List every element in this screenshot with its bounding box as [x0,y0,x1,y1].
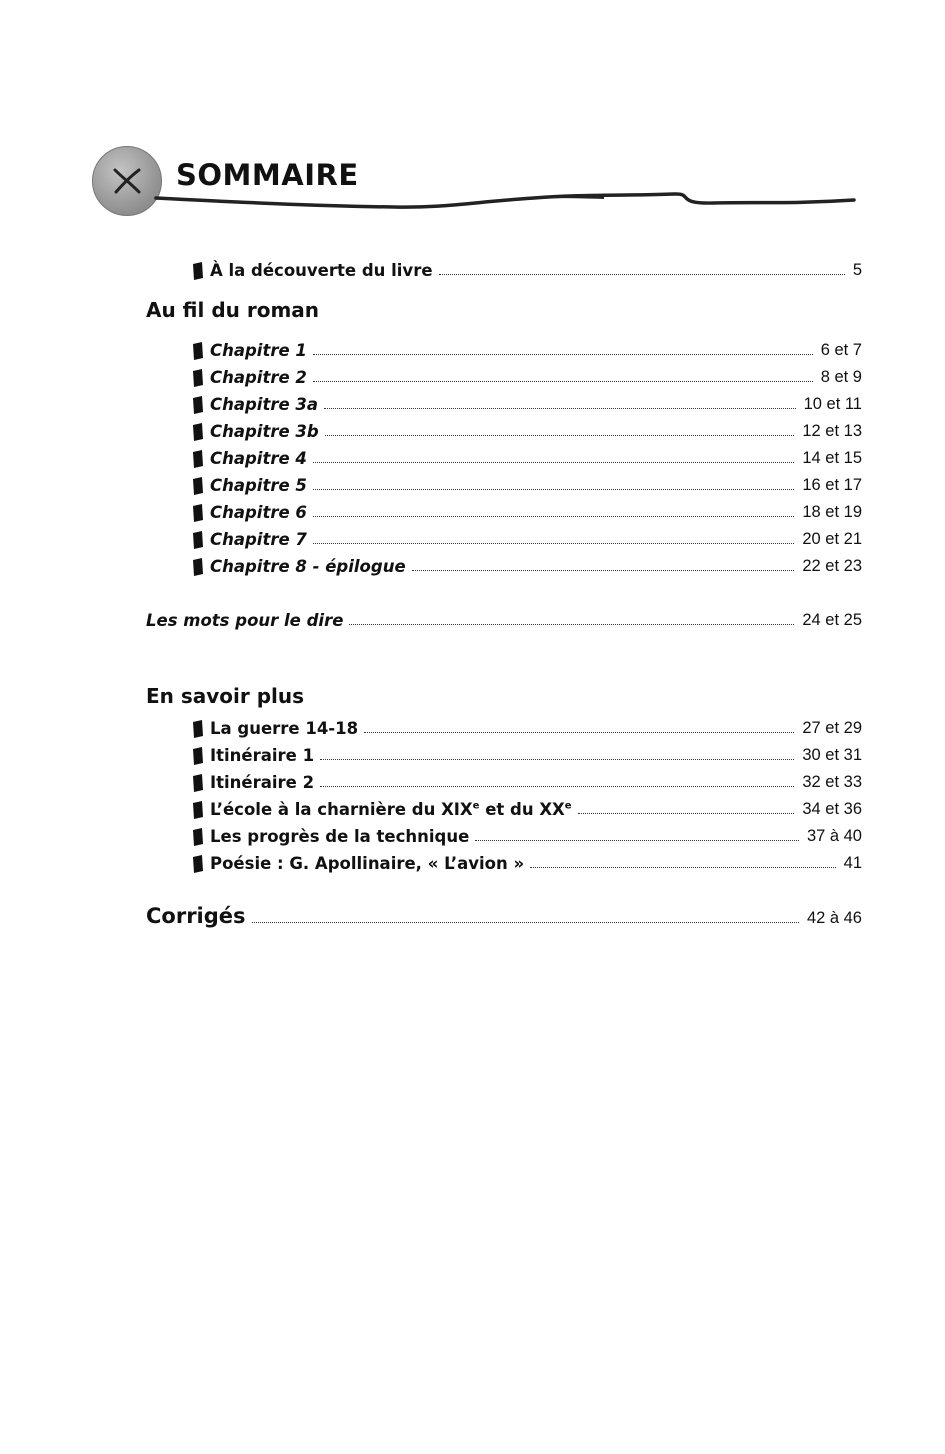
toc-entry[interactable] [192,525,862,549]
bullet-mark-icon [192,504,204,522]
toc-page: 5 [852,261,862,279]
toc-label: Poésie : G. Apollinaire, « L’avion » [210,854,525,873]
toc-page: 10 et 11 [803,395,862,413]
leader-dots [320,786,794,787]
toc-label: Chapitre 5 [210,476,307,495]
toc-page: 24 et 25 [802,611,862,629]
leader-dots [530,867,836,868]
toc-entry[interactable] [192,417,862,441]
leader-dots [324,408,796,409]
toc-page: 30 et 31 [802,746,862,764]
toc-entry[interactable] [192,822,862,846]
superscript: e [564,800,572,812]
toc-label: Chapitre 8 - épilogue [210,557,406,576]
toc-entry[interactable] [192,336,862,360]
toc-entry[interactable] [192,390,862,414]
toc-label: Chapitre 3a [210,395,319,414]
bullet-mark-icon [192,774,204,792]
toc-page: 8 et 9 [820,368,862,386]
toc-label-part: et du XX [479,800,565,819]
leader-dots [475,840,799,841]
toc-label: Les mots pour le dire [146,611,344,630]
toc-label: Chapitre 6 [210,503,307,522]
leader-dots [313,516,794,517]
toc-label: Chapitre 2 [210,368,307,387]
leader-dots [313,354,813,355]
superscript: e [472,800,480,812]
toc-label-part: L’école à la charnière du XIX [210,800,473,819]
toc-label: Itinéraire 1 [210,746,315,765]
toc-entry-mots[interactable] [146,606,862,630]
toc-entry-corriges[interactable] [146,900,862,928]
toc-label: Corrigés [146,904,246,928]
bullet-mark-icon [192,369,204,387]
toc-entry[interactable] [192,363,862,387]
leader-dots [313,543,794,544]
bullet-mark-icon [192,720,204,738]
toc-label: Les progrès de la technique [210,827,470,846]
bullet-mark-icon [192,747,204,765]
toc-page: 6 et 7 [820,341,862,359]
leader-dots [313,381,813,382]
toc-page: 37 à 40 [806,827,862,845]
toc-label [210,800,578,819]
page-title: SOMMAIRE [176,158,359,192]
toc-entry[interactable] [192,714,862,738]
toc-entry[interactable] [192,471,862,495]
toc-page: 42 à 46 [806,909,862,927]
toc-page: 16 et 17 [802,476,862,494]
toc-label: Chapitre 3b [210,422,319,441]
toc-page: 18 et 19 [802,503,862,521]
leader-dots [325,435,795,436]
toc-entry[interactable] [192,768,862,792]
leader-dots [439,274,845,275]
bullet-mark-icon [192,531,204,549]
toc-entry[interactable] [192,795,862,819]
bullet-mark-icon [192,828,204,846]
bullet-mark-icon [192,558,204,576]
toc-label: Chapitre 7 [210,530,307,549]
toc-page: 12 et 13 [802,422,862,440]
toc-page: 27 et 29 [802,719,862,737]
toc-label: À la découverte du livre [210,261,433,280]
toc-page: 20 et 21 [802,530,862,548]
section-title-roman: Au fil du roman [146,298,320,322]
toc-entry[interactable] [192,498,862,522]
toc-entry[interactable] [192,849,862,873]
toc-label: La guerre 14-18 [210,719,359,738]
leader-dots [320,759,794,760]
toc-label: Itinéraire 2 [210,773,315,792]
leader-dots [313,489,794,490]
bullet-mark-icon [192,477,204,495]
toc-entry[interactable] [192,444,862,468]
leader-dots [412,570,795,571]
leader-dots [252,922,799,923]
bullet-mark-icon [192,423,204,441]
header [92,146,862,218]
toc-page: 34 et 36 [802,800,862,818]
toc-page: 14 et 15 [802,449,862,467]
leader-dots [364,732,794,733]
leader-dots [313,462,794,463]
leader-dots [349,624,794,625]
toc-entry[interactable] [192,552,862,576]
badge [92,146,162,216]
toc-label: Chapitre 1 [210,341,307,360]
bullet-mark-icon [192,855,204,873]
x-mark-icon [111,166,143,196]
toc-page: 32 et 33 [802,773,862,791]
bullet-mark-icon [192,450,204,468]
leader-dots [578,813,795,814]
toc-entry[interactable] [192,741,862,765]
toc-page: 41 [843,854,862,872]
bullet-mark-icon [192,262,204,280]
swoosh-decoration [154,184,864,218]
bullet-mark-icon [192,396,204,414]
toc-page: 22 et 23 [802,557,862,575]
section-title-savoir: En savoir plus [146,684,305,708]
bullet-mark-icon [192,801,204,819]
toc-entry-intro[interactable] [192,256,862,280]
bullet-mark-icon [192,342,204,360]
toc-label: Chapitre 4 [210,449,307,468]
